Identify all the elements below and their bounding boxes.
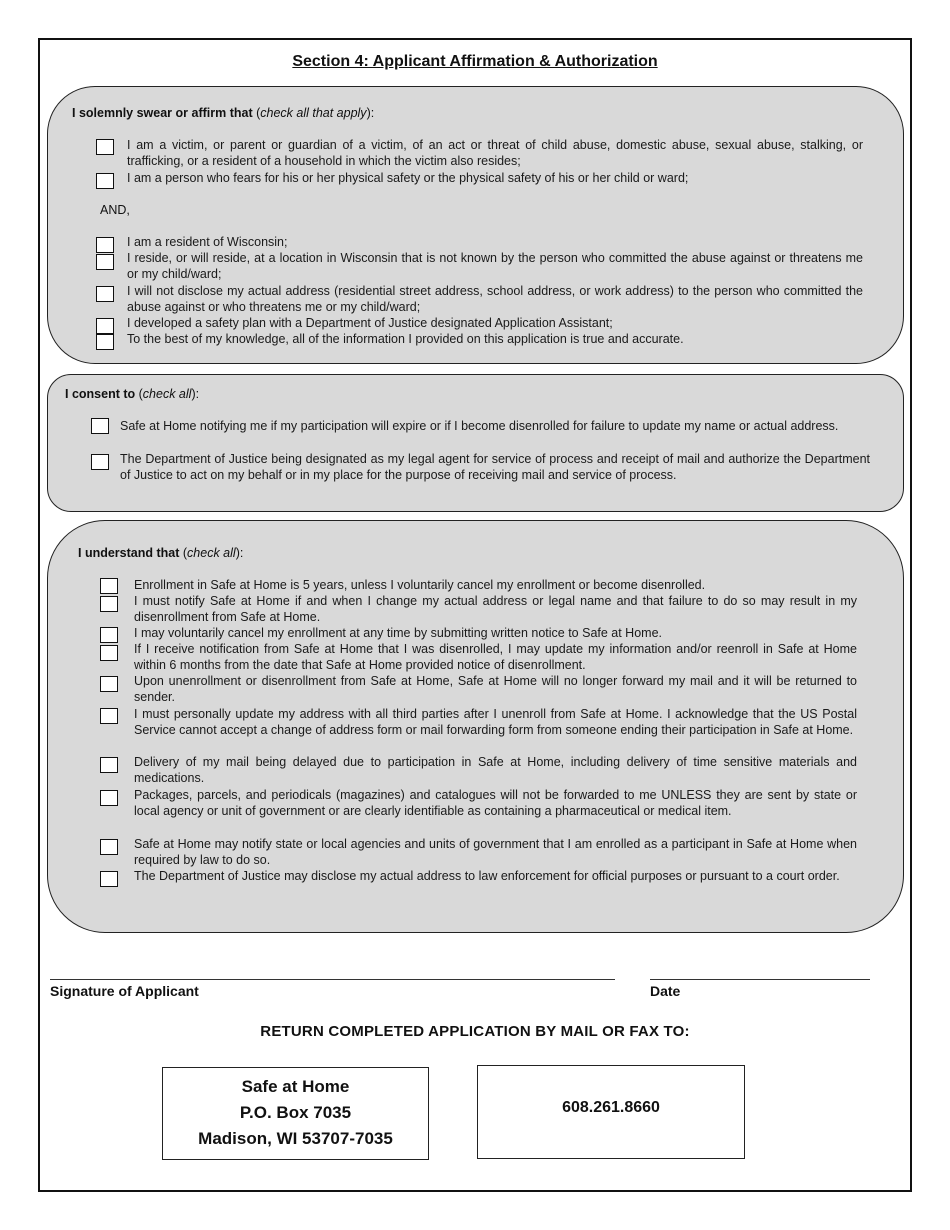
swear-b-item-3: I will not disclose my actual address (residential street address, school address, or work address) to the person who committed the abuse against or who threatens me or my child/ward; [127, 284, 863, 314]
consent-heading: I consent to (check all): [65, 387, 200, 401]
address-line-2: P.O. Box 7035 [239, 1103, 352, 1122]
swear-b-checkbox-4[interactable] [96, 318, 114, 334]
swear-a-item-1: I am a victim, or parent or guardian of a victim, of an act or threat of child abuse, domestic abuse, sexual abuse, stalking, or trafficking, or a resident of a household in which the victim also resides; [127, 138, 863, 168]
address-line-3: Madison, WI 53707-7035 [198, 1129, 393, 1148]
understand-item-7: Delivery of my mail being delayed due to participation in Safe at Home, including delivery of time sensitive materials and medications. [134, 755, 857, 785]
swear-a-checkbox-1[interactable] [96, 139, 114, 155]
understand-item-1: Enrollment in Safe at Home is 5 years, unless I voluntarily cancel my enrollment or become disenrolled. [134, 578, 706, 592]
understand-checkbox-3[interactable] [100, 627, 118, 643]
understand-item-6: I must personally update my address with all third parties after I unenroll from Safe at Home. I acknowledge that the US Postal Service cannot accept a change of address form or mail forwarding form from someone ending their participation in Safe at Home. [134, 707, 857, 737]
swear-b-checkbox-1[interactable] [96, 237, 114, 253]
section-title: Section 4: Applicant Affirmation & Authorization [292, 53, 658, 70]
date-line[interactable] [650, 979, 870, 980]
date-label: Date [650, 983, 681, 999]
understand-item-10: The Department of Justice may disclose my actual address to law enforcement for official purposes or pursuant to a court order. [134, 869, 840, 883]
consent-checkbox-1[interactable] [91, 418, 109, 434]
consent-item-2: The Department of Justice being designated as my legal agent for service of process and receipt of mail and authorize the Department of Justice to act on my behalf or in my place for the purpose of receiving mail and service of process. [120, 452, 870, 482]
fax-number: 608.261.8660 [562, 1099, 660, 1116]
understand-checkbox-10[interactable] [100, 871, 118, 887]
understand-item-4: If I receive notification from Safe at Home that I was disenrolled, I may update my information and/or reenroll in Safe at Home within 6 months from the date that Safe at Home provided notice of disenrollment. [134, 642, 857, 672]
understand-checkbox-8[interactable] [100, 790, 118, 806]
swear-a-checkbox-2[interactable] [96, 173, 114, 189]
return-heading: RETURN COMPLETED APPLICATION BY MAIL OR FAX TO: [260, 1023, 690, 1040]
signature-line[interactable] [50, 979, 615, 980]
swear-heading: I solemnly swear or affirm that (check all that apply): [72, 106, 375, 120]
swear-b-item-2: I reside, or will reside, at a location in Wisconsin that is not known by the person who committed the abuse against or threatens me or my child/ward; [127, 251, 863, 281]
address-line-1: Safe at Home [241, 1077, 350, 1096]
understand-item-9: Safe at Home may notify state or local agencies and units of government that I am enrolled as a participant in Safe at Home when required by law to do so. [134, 837, 857, 867]
signature-label: Signature of Applicant [50, 983, 199, 999]
swear-b-checkbox-5[interactable] [96, 334, 114, 350]
understand-checkbox-9[interactable] [100, 839, 118, 855]
understand-checkbox-1[interactable] [100, 578, 118, 594]
swear-b-checkbox-3[interactable] [96, 286, 114, 302]
swear-a-item-2: I am a person who fears for his or her physical safety or the physical safety of his or her child or ward; [127, 171, 689, 185]
swear-b-item-4: I developed a safety plan with a Department of Justice designated Application Assistant; [127, 316, 613, 330]
mailing-address-box [162, 1067, 429, 1160]
swear-b-checkbox-2[interactable] [96, 254, 114, 270]
consent-checkbox-2[interactable] [91, 454, 109, 470]
understand-item-2: I must notify Safe at Home if and when I change my actual address or legal name and that failure to do so may result in my disenrollment from Safe at Home. [134, 594, 857, 624]
understand-item-5: Upon unenrollment or disenrollment from Safe at Home, Safe at Home will no longer forward my mail and it will be returned to sender. [134, 674, 857, 704]
swear-b-item-5: To the best of my knowledge, all of the information I provided on this application is true and accurate. [127, 332, 684, 346]
understand-checkbox-7[interactable] [100, 757, 118, 773]
understand-checkbox-5[interactable] [100, 676, 118, 692]
and-label: AND, [100, 203, 130, 217]
consent-item-1: Safe at Home notifying me if my participation will expire or if I become disenrolled for failure to update my name or actual address. [120, 419, 839, 433]
understand-item-3: I may voluntarily cancel my enrollment at any time by submitting written notice to Safe at Home. [134, 626, 663, 640]
swear-b-item-1: I am a resident of Wisconsin; [127, 235, 288, 249]
understand-item-8: Packages, parcels, and periodicals (magazines) and catalogues will not be forwarded to me UNLESS they are sent by state or local agency or unit of government or are clearly identifiable as containing a pharmaceutical or medical item. [134, 788, 857, 818]
fax-box [477, 1065, 745, 1159]
understand-heading: I understand that (check all): [78, 546, 244, 560]
understand-checkbox-2[interactable] [100, 596, 118, 612]
understand-checkbox-6[interactable] [100, 708, 118, 724]
understand-checkbox-4[interactable] [100, 645, 118, 661]
